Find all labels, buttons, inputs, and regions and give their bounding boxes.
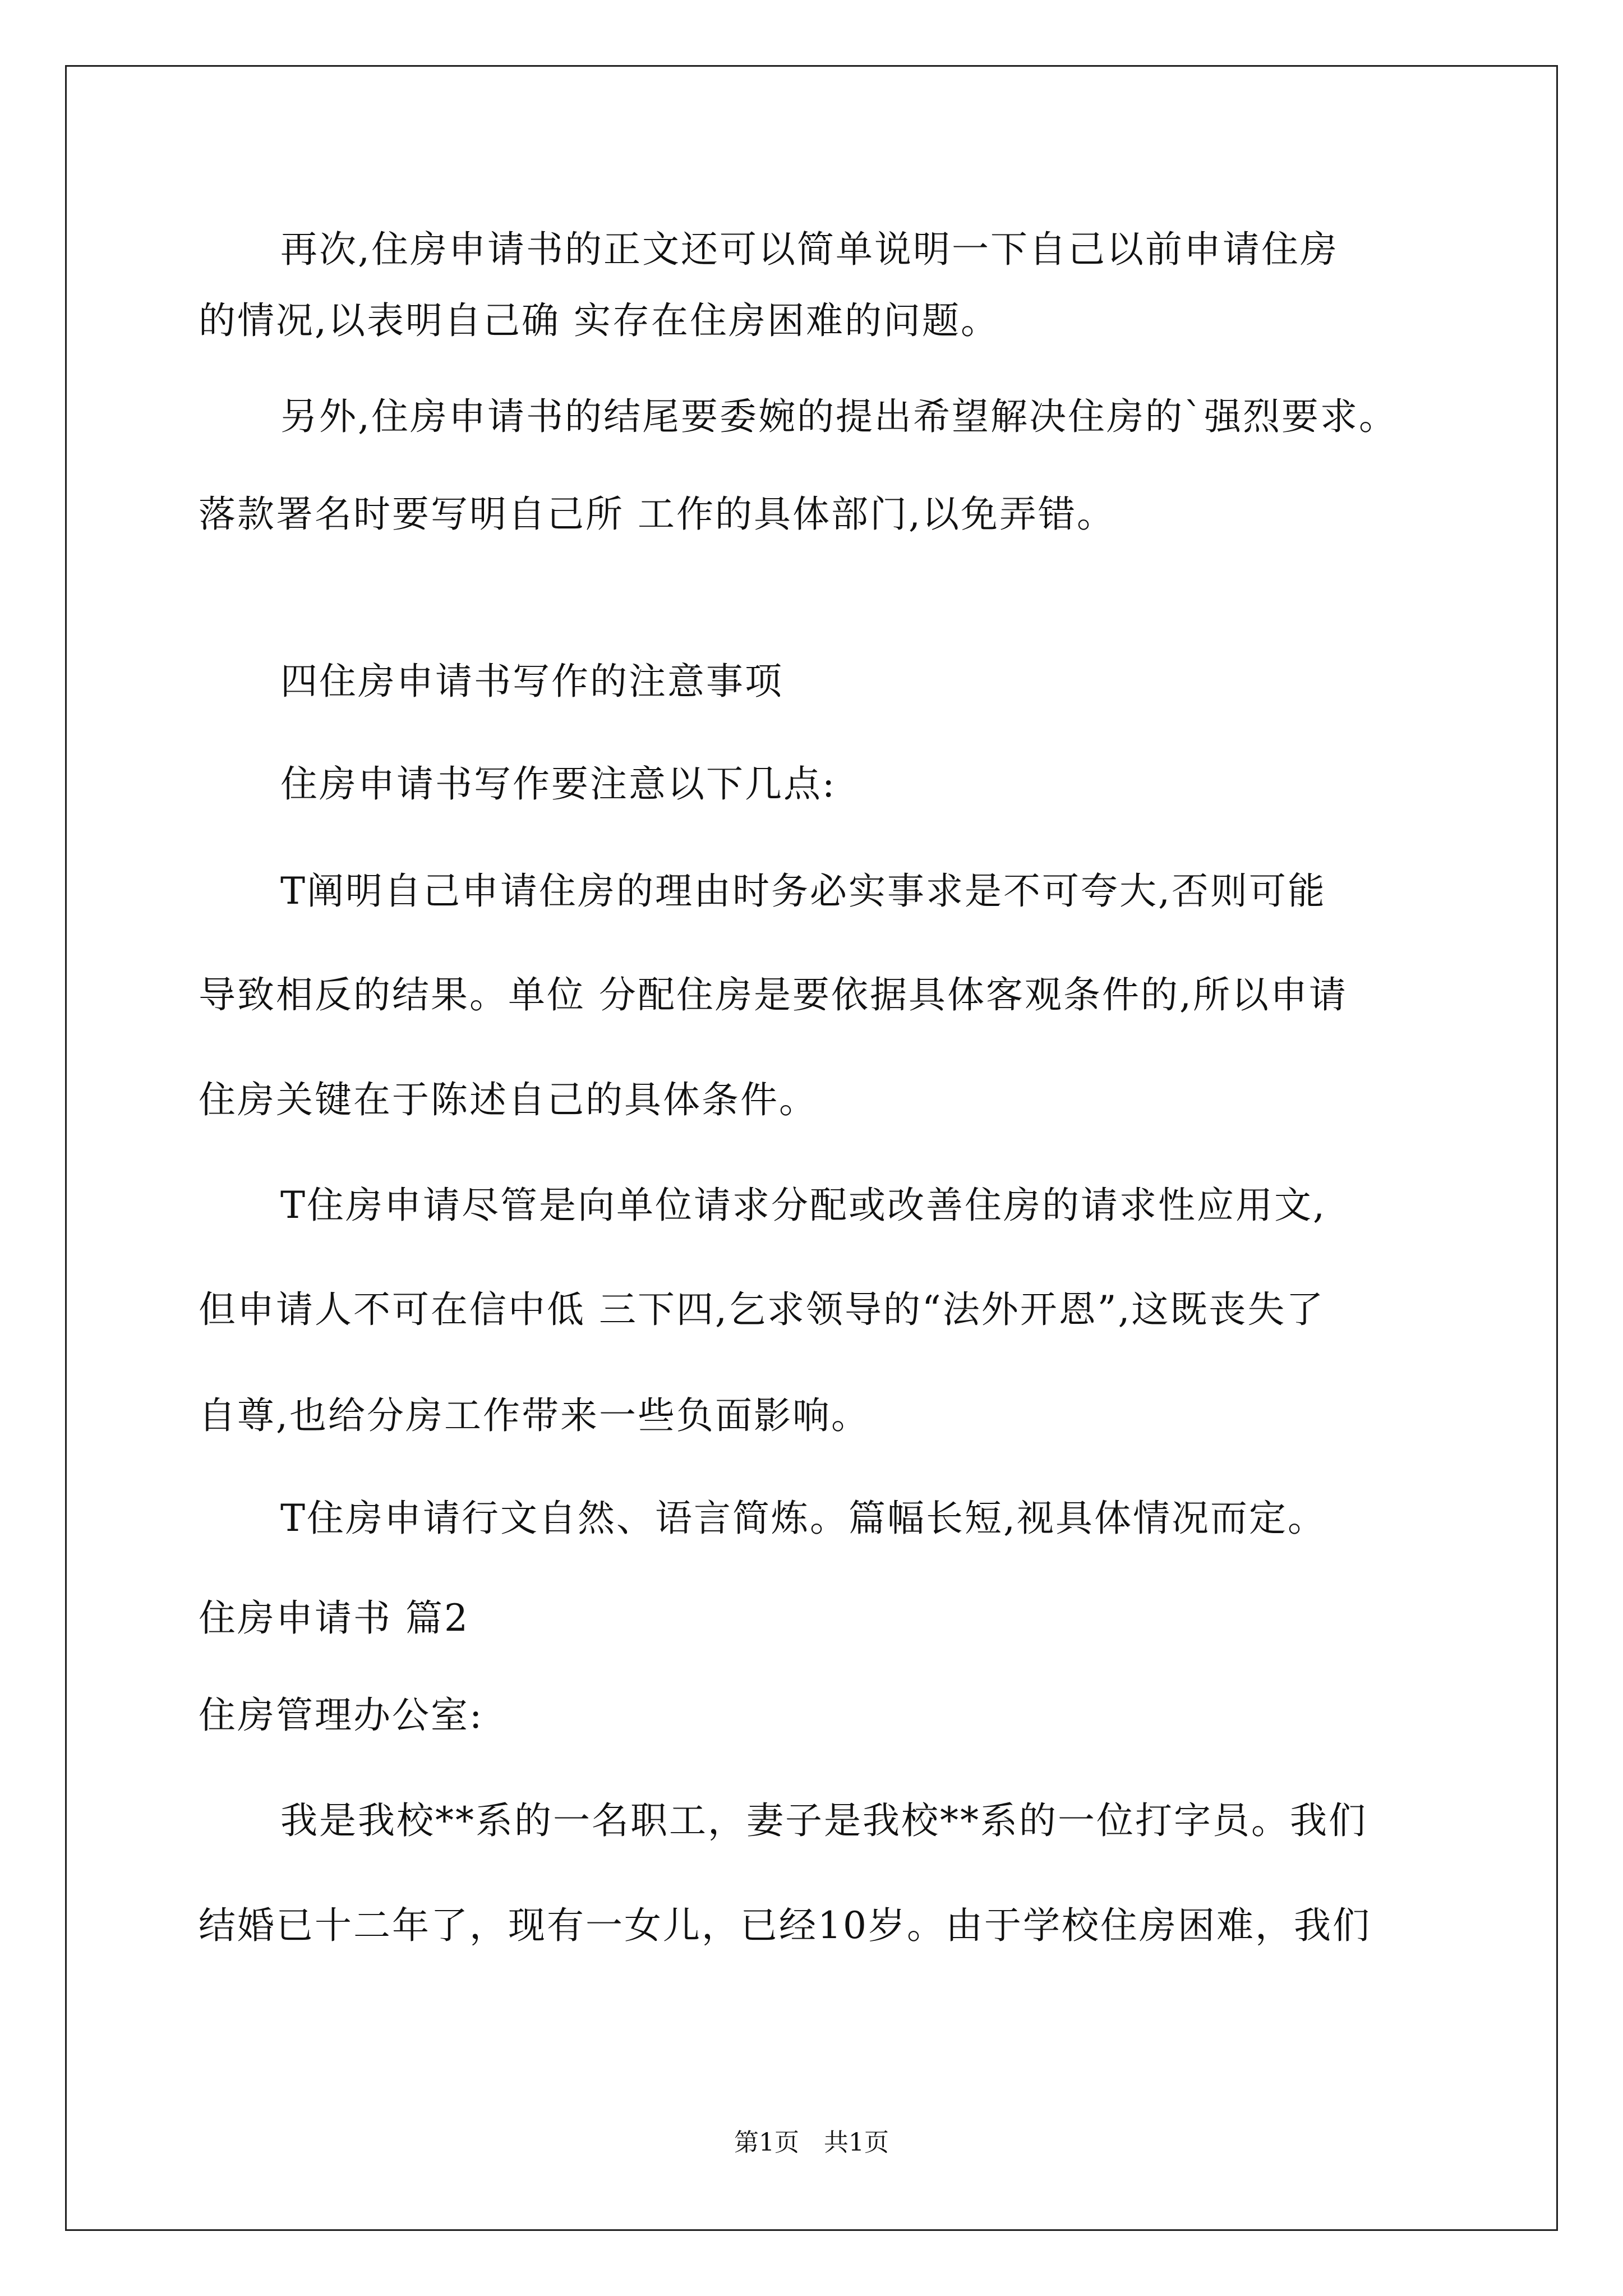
paragraph-line: 另外,住房申请书的结尾要委婉的提出希望解决住房的`强烈要求。	[280, 395, 1398, 438]
paragraph-line: 再次,住房申请书的正文还可以简单说明一下自己以前申请住房	[280, 228, 1339, 271]
page-footer: 第1页 共1页	[734, 2128, 889, 2157]
paragraph-line: 我是我校**系的一名职工，妻子是我校**系的一位打字员。我们	[280, 1799, 1367, 1842]
paragraph-line: 的情况,以表明自己确 实存在住房困难的问题。	[199, 299, 999, 342]
section-heading: 四住房申请书写作的注意事项	[280, 660, 783, 703]
paragraph-line: 住房关键在于陈述自己的具体条件。	[199, 1078, 818, 1121]
article-title: 住房申请书 篇2	[199, 1596, 469, 1640]
paragraph-line: 住房申请书写作要注意以下几点:	[280, 762, 837, 806]
paragraph-line: 但申请人不可在信中低 三下四,乞求领导的“法外开恩”,这既丧失了	[199, 1288, 1325, 1331]
paragraph-line: 落款署名时要写明自己所 工作的具体部门,以免弄错。	[199, 493, 1115, 536]
paragraph-line: T住房申请行文自然、语言简炼。篇幅长短,视具体情况而定。	[280, 1497, 1327, 1540]
paragraph-line: 结婚已十二年了，现有一女儿，已经10岁。由于学校住房困难，我们	[199, 1904, 1371, 1947]
paragraph-line: T阐明自己申请住房的理由时务必实事求是不可夸大,否则可能	[280, 869, 1327, 913]
salutation: 住房管理办公室:	[199, 1694, 484, 1737]
paragraph-line: 自尊,也给分房工作带来一些负面影响。	[199, 1394, 870, 1437]
paragraph-line: 导致相反的结果。单位 分配住房是要依据具体客观条件的,所以申请	[199, 973, 1348, 1016]
paragraph-line: T住房申请尽管是向单位请求分配或改善住房的请求性应用文,	[280, 1184, 1327, 1227]
